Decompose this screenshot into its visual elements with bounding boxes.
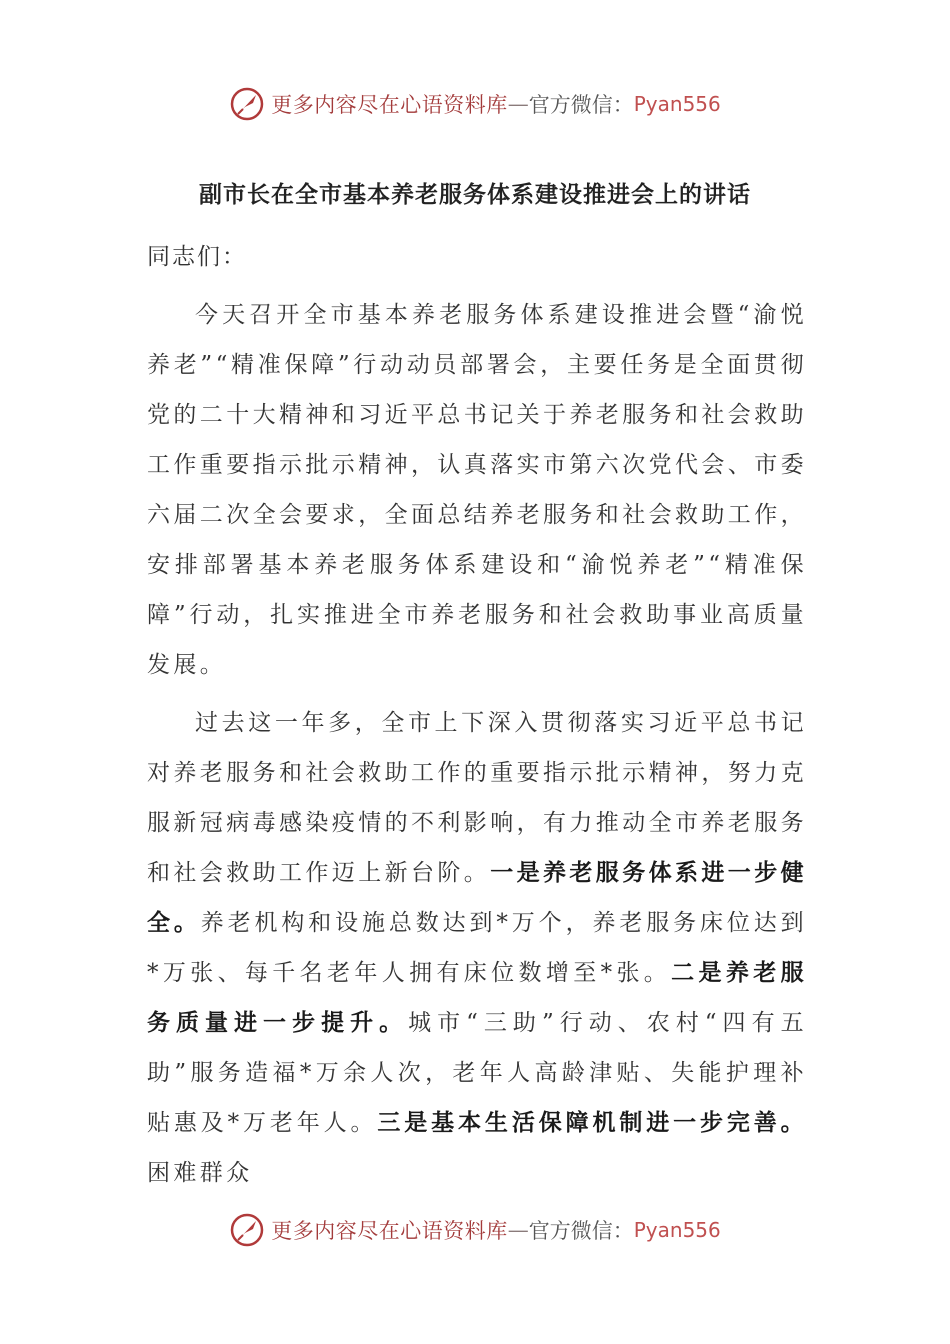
paragraph-2-text-1: 过去这一年多，全市上下深入贯彻落实习近平总书记对养老服务和社会救助工作的重要指示批示精神，努力克服新冠病毒感染疫情的不利影响，有力推动全市养老服务和社会救助工作迈上新台阶。	[147, 710, 807, 886]
banner-wechat-label: 官方微信：	[528, 93, 634, 117]
quill-logo-icon	[229, 86, 265, 122]
paragraph-2	[147, 698, 807, 1198]
paragraph-2-text-4: 困难群众	[147, 1160, 253, 1186]
top-watermark-banner	[0, 84, 950, 124]
banner-text: 更多内容尽在心语资料库	[271, 1219, 508, 1243]
document-title: 副市长在全市基本养老服务体系建设推进会上的讲话	[199, 182, 751, 208]
paragraph-1: 今天召开全市基本养老服务体系建设推进会暨“渝悦养老”“精准保障”行动动员部署会，主要任务是全面贯彻党的二十大精神和习近平总书记关于养老服务和社会救助工作重要指示批示精神，认真落实市第六次党代会、市委六届二次全会要求，全面总结养老服务和社会救助工作，安排部署基本养老服务体系建设和“渝悦养老”“精准保障”行动，扎实推进全市养老服务和社会救助事业高质量发展。	[147, 302, 807, 678]
banner-separator: —	[507, 92, 529, 116]
salutation: 同志们：	[147, 244, 247, 270]
bottom-watermark-banner	[0, 1210, 950, 1250]
point-three-heading: 三是基本生活保障机制进一步完善。	[377, 1110, 807, 1136]
paragraph-2-text-3: 城市“三助”行动、农村“四有五助”服务造福*万余人次，老年人高龄津贴、失能护理补贴惠及*万老年人。	[147, 1010, 807, 1136]
banner-separator: —	[507, 1218, 529, 1242]
paragraph-2-text-2: 养老机构和设施总数达到*万个，养老服务床位达到*万张、每千名老年人拥有床位数增至*张。	[147, 910, 807, 986]
banner-wechat-id: Pyan556	[633, 92, 721, 116]
quill-logo-icon	[229, 1212, 265, 1248]
point-two-heading: 二是养老服务质量进一步提升。	[147, 960, 808, 1036]
banner-wechat-label: 官方微信：	[528, 1219, 634, 1243]
point-one-heading: 一是养老服务体系进一步健全。	[147, 860, 808, 936]
banner-wechat-id: Pyan556	[633, 1218, 721, 1242]
banner-text: 更多内容尽在心语资料库	[271, 93, 508, 117]
